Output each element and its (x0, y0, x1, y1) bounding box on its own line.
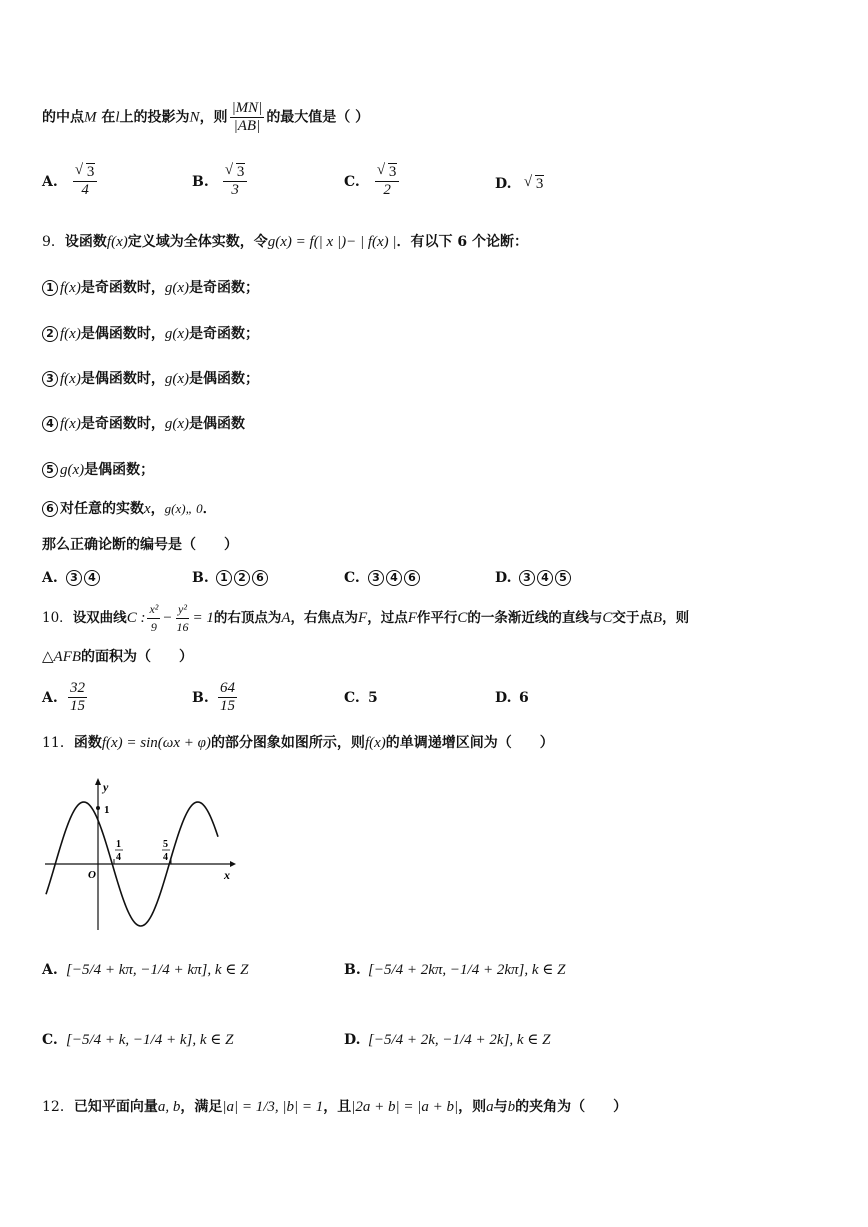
q8-option-d[interactable]: D. √ 3 (495, 174, 544, 192)
point-y1 (96, 806, 100, 810)
q9-option-a[interactable]: A. 3 4 (42, 570, 102, 586)
q9-item-6: 6 对任意的实数x，g(x)„ 0． (42, 500, 217, 518)
q9-stem: 9．设函数f(x)定义域为全体实数，令g(x) = f(| x |)− | f(x) |．有以下 6 个论断： (42, 234, 529, 250)
q9-ask: 那么正确论断的编号是（ ） (42, 537, 238, 553)
q8-fraction: $\frac{|MN|}{|AB|}$ (231, 100, 263, 134)
q11-stem: 11．函数f(x) = sin(ωx + φ)的部分图象如图所示，则f(x)的单调递增区间为（ ） (42, 735, 554, 751)
q10-option-c[interactable]: C. 5 (344, 690, 378, 706)
q9-item-2: 2 f(x)是偶函数时，g(x)是奇函数； (42, 325, 259, 343)
q11-function-graph (40, 775, 240, 935)
q10-stem: 10．设双曲线C : $\frac{\text{x²}}{9}$ − $\frac{\text{y²}}{16}$ = 1的右顶点为A，右焦点为F，过点F作平行C的一条渐近线的直线与C交于点B，则 (42, 602, 690, 634)
q11-option-d[interactable]: D. [−5/4 + 2k, −1/4 + 2k], k ∈ Z (344, 1032, 551, 1048)
tick-label-quarter-den: 4 (116, 852, 121, 863)
q9-option-d[interactable]: D. 3 4 5 (495, 570, 573, 586)
tick-label-quarter-num: 1 (116, 839, 121, 850)
q8-option-c[interactable]: C. √ 3 2 (344, 164, 401, 199)
q8-option-a[interactable]: A. √ 3 4 (42, 164, 99, 199)
q9-item-3: 3 f(x)是偶函数时，g(x)是偶函数； (42, 370, 259, 388)
x-axis-arrow (230, 861, 236, 867)
q10-stem-2: △AFB的面积为（ ） (42, 649, 194, 665)
q8-stem: 的中点M 在l上的投影为N，则 $\frac{|MN|}{|AB|}$ 的最大值是（ ） (42, 100, 370, 134)
q11-option-a[interactable]: A. [−5/4 + kπ, −1/4 + kπ], k ∈ Z (42, 962, 249, 978)
y-axis-arrow (95, 778, 101, 785)
tick-label-five-quarter-num: 5 (163, 839, 168, 850)
q10-option-d[interactable]: D. 6 (495, 690, 529, 706)
q9-item-4: 4 f(x)是奇函数时，g(x)是偶函数 (42, 415, 245, 433)
q10-option-a[interactable]: A. $\frac{32}{15}$ (42, 680, 85, 714)
tick-label-five-quarter-den: 4 (163, 852, 168, 863)
q9-item-5: 5 g(x)是偶函数； (42, 461, 154, 479)
q9-item-1: 1 f(x)是奇函数时，g(x)是奇函数； (42, 279, 259, 297)
q12-stem: 12．已知平面向量a, b，满足|a| = 1/3, |b| = 1，且|2a + b| = |a + b|，则a与b的夹角为（ ） (42, 1099, 628, 1115)
q9-option-b[interactable]: B. 1 2 6 (192, 570, 270, 586)
tick-label-1: 1 (104, 804, 110, 816)
origin-label: O (88, 869, 96, 881)
q11-option-b[interactable]: B. [−5/4 + 2kπ, −1/4 + 2kπ], k ∈ Z (344, 962, 566, 978)
q8-option-b[interactable]: B. √ 3 3 (192, 164, 249, 199)
x-axis-label: x (224, 868, 230, 882)
q10-option-b[interactable]: B. $\frac{64}{15}$ (192, 680, 235, 714)
y-axis-label: y (103, 780, 109, 794)
q9-option-c[interactable]: C. 3 4 6 (344, 570, 422, 586)
q11-option-c[interactable]: C. [−5/4 + k, −1/4 + k], k ∈ Z (42, 1032, 234, 1048)
